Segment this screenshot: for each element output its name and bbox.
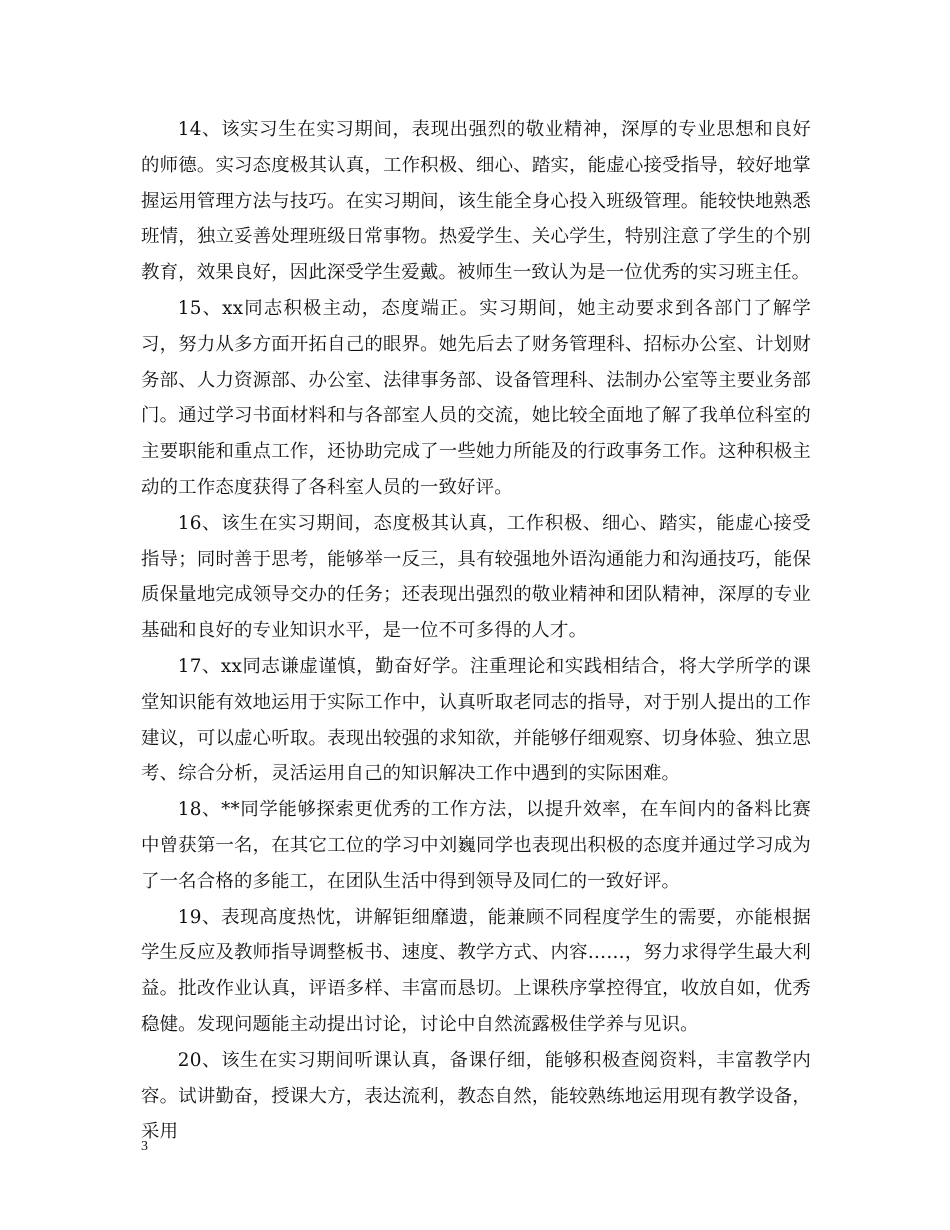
paragraph-19: 19、表现高度热忱，讲解钜细靡遗，能兼顾不同程度学生的需要，亦能根据学生反应及教师指导调整板书、速度、教学方式、内容……，努力求得学生最大利益。批改作业认真，评语多样、丰富而恳切。上课秩序掌控得宜，收放自如，优秀稳健。发现问题能主动提出讨论，讨论中自然流露极佳学养与见识。 (141, 906, 811, 1035)
page-number: 3 (141, 1139, 148, 1154)
paragraph-20: 20、该生在实习期间听课认真，备课仔细，能够积极查阅资料，丰富教学内容。试讲勤奋，授课大方，表达流利，教态自然，能较熟练地运用现有教学设备，采用 (141, 1049, 811, 1143)
paragraph-15: 15、xx同志积极主动，态度端正。实习期间，她主动要求到各部门了解学习，努力从多方面开拓自己的眼界。她先后去了财务管理科、招标办公室、计划财务部、人力资源部、办公室、法律事务部、设备管理科、法制办公室等主要业务部门。通过学习书面材料和与各部室人员的交流，她比较全面地了解了我单位科室的主要职能和重点工作，还协助完成了一些她力所能及的行政事务工作。这种积极主动的工作态度获得了各科室人员的一致好评。 (141, 297, 811, 498)
paragraph-14: 14、该实习生在实习期间，表现出强烈的敬业精神，深厚的专业思想和良好的师德。实习态度极其认真，工作积极、细心、踏实，能虚心接受指导，较好地掌握运用管理方法与技巧。在实习期间，该生能全身心投入班级管理。能较快地熟悉班情，独立妥善处理班级日常事物。热爱学生、关心学生，特别注意了学生的个别教育，效果良好，因此深受学生爱戴。被师生一致认为是一位优秀的实习班主任。 (141, 119, 811, 284)
paragraph-17: 17、xx同志谦虚谨慎，勤奋好学。注重理论和实践相结合，将大学所学的课堂知识能有效地运用于实际工作中，认真听取老同志的指导，对于别人提出的工作建议，可以虚心听取。表现出较强的求知欲，并能够仔细观察、切身体验、独立思考、综合分析，灵活运用自己的知识解决工作中遇到的实际困难。 (141, 655, 811, 785)
paragraph-16: 16、该生在实习期间，态度极其认真，工作积极、细心、踏实，能虚心接受指导；同时善于思考，能够举一反三，具有较强地外语沟通能力和沟通技巧，能保质保量地完成领导交办的任务；还表现出强烈的敬业精神和团队精神，深厚的专业基础和良好的专业知识水平，是一位不可多得的人才。 (141, 512, 811, 642)
document-body (141, 112, 811, 1150)
paragraph-18: 18、**同学能够探索更优秀的工作方法，以提升效率，在车间内的备料比赛中曾获第一名，在其它工位的学习中刘巍同学也表现出积极的态度并通过学习成为了一名合格的多能工，在团队生活中得到领导及同仁的一致好评。 (141, 799, 811, 892)
